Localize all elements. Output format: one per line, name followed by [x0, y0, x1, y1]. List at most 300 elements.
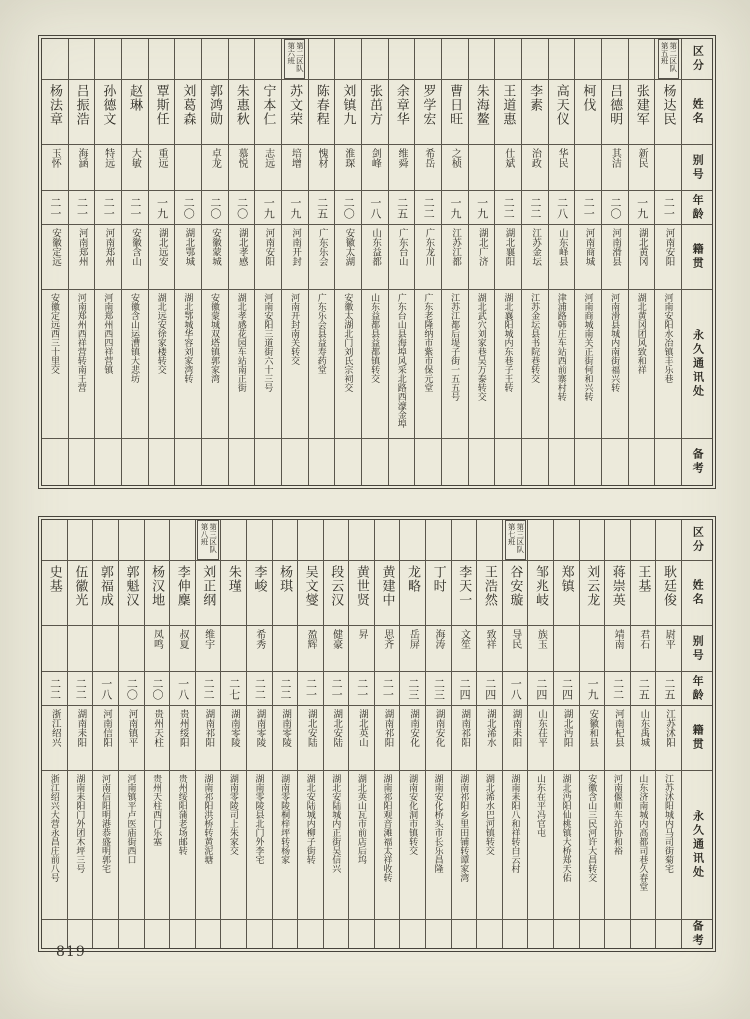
row-header-age	[682, 672, 712, 706]
native-place-cell	[282, 225, 308, 290]
remarks-cell	[93, 920, 118, 948]
division-cell	[335, 39, 361, 80]
native-place-cell	[119, 706, 144, 771]
native-place-cell	[656, 706, 681, 771]
alias-cell	[42, 626, 67, 672]
native-place-cell-text: 湖南祁阳	[382, 709, 394, 747]
address-cell-text: 湖南祁阳观音滩福太祥收转	[382, 774, 393, 882]
address-cell-text: 江苏金坛县书院巷转交	[530, 293, 541, 383]
alias-cell-text: 致祥	[484, 629, 496, 649]
name-cell	[602, 80, 628, 145]
address-cell	[631, 771, 656, 920]
alias-cell-text: 愧材	[316, 148, 328, 168]
division-cell	[629, 39, 655, 80]
age-cell-text: 一九	[448, 196, 461, 219]
native-place-cell	[415, 225, 441, 290]
native-place-cell-text: 山东峄县	[556, 228, 568, 266]
address-cell-text: 湖北安陆城内柳子街转	[305, 774, 316, 864]
native-place-cell-text: 山东茌平	[536, 709, 548, 747]
name-cell-text: 郭魁汉	[124, 565, 140, 607]
person-column	[144, 520, 170, 948]
person-column	[68, 39, 95, 485]
age-cell	[602, 191, 628, 225]
age-cell-text: 二二	[422, 196, 435, 219]
alias-cell	[324, 626, 349, 672]
address-cell-text: 湖南零陵桐梓坪转杨家	[280, 774, 291, 864]
row-header-alias-text: 别号	[691, 153, 704, 182]
address-cell-text: 湖南祁阳乡里田铺转谭家湾	[459, 774, 470, 882]
age-cell-text: 二〇	[235, 196, 248, 219]
division-cell	[415, 39, 441, 80]
alias-cell-text: 君石	[637, 629, 649, 649]
division-cell	[255, 39, 281, 80]
address-cell	[549, 290, 575, 439]
name-cell	[221, 561, 246, 626]
alias-cell	[362, 145, 388, 191]
person-column	[254, 39, 281, 485]
name-cell	[324, 561, 349, 626]
upper-roster-table	[41, 38, 713, 486]
person-column	[655, 520, 681, 948]
alias-cell	[549, 145, 575, 191]
age-cell-text: 二二	[74, 677, 87, 700]
person-column	[92, 520, 118, 948]
name-cell	[631, 561, 656, 626]
age-cell	[42, 672, 67, 706]
division-cell	[122, 39, 148, 80]
age-cell-text: 二四	[483, 677, 496, 700]
native-place-cell	[42, 225, 68, 290]
division-cell	[196, 520, 221, 561]
address-cell-text: 湖南安化桥头市长乐昌隆	[433, 774, 444, 873]
division-cell	[119, 520, 144, 561]
native-place-cell-text: 安徽太湖	[343, 228, 355, 266]
address-cell-text: 河南滑县城内南街福兴转	[610, 293, 621, 392]
address-cell	[335, 290, 361, 439]
age-cell	[42, 191, 68, 225]
row-header-name	[682, 80, 712, 145]
division-cell	[452, 520, 477, 561]
division-cell-text: 第二区队第五班	[658, 39, 679, 79]
age-cell-text: 二〇	[208, 196, 221, 219]
address-cell-text: 河南开封南关转交	[290, 293, 301, 365]
name-cell-text: 郭鸿勋	[208, 84, 224, 126]
alias-cell-text: 淮琛	[342, 148, 354, 168]
row-header-division-text: 区分	[691, 526, 704, 554]
native-place-cell	[580, 706, 605, 771]
alias-cell-text: 重远	[155, 148, 167, 168]
alias-cell	[495, 145, 521, 191]
alias-cell-text: 靖南	[612, 629, 624, 649]
native-place-cell	[554, 706, 579, 771]
name-cell	[656, 561, 681, 626]
address-cell	[469, 290, 495, 439]
native-place-cell	[324, 706, 349, 771]
address-cell-text: 广东乐会县益寿药堂	[316, 293, 327, 374]
person-column	[548, 39, 575, 485]
native-place-cell-text: 湖南安化	[408, 709, 420, 747]
native-place-cell	[298, 706, 323, 771]
native-place-cell-text: 广东龙川	[423, 228, 435, 266]
age-cell	[247, 672, 272, 706]
age-cell-text: 一九	[155, 196, 168, 219]
person-column	[574, 39, 601, 485]
alias-cell	[95, 145, 121, 191]
age-cell-text: 二二	[48, 677, 61, 700]
remarks-cell	[229, 439, 255, 485]
alias-cell	[629, 145, 655, 191]
address-cell-text: 湖北孝感花园车站南正街	[236, 293, 247, 392]
name-cell-text: 李伸麇	[175, 565, 191, 607]
address-cell	[503, 771, 528, 920]
name-cell	[170, 561, 195, 626]
alias-cell-text: 叔夏	[177, 629, 189, 649]
age-cell	[362, 191, 388, 225]
remarks-cell	[175, 439, 201, 485]
address-cell	[69, 290, 95, 439]
name-cell	[335, 80, 361, 145]
division-cell	[309, 39, 335, 80]
person-column	[361, 39, 388, 485]
age-cell	[229, 191, 255, 225]
division-cell	[69, 39, 95, 80]
address-cell	[362, 290, 388, 439]
address-cell-text: 湖北鄂城华容刘家湾转	[183, 293, 194, 383]
native-place-cell-text: 湖南零陵	[228, 709, 240, 747]
age-cell	[175, 191, 201, 225]
age-cell	[528, 672, 553, 706]
division-cell	[495, 39, 521, 80]
name-cell	[229, 80, 255, 145]
native-place-cell	[629, 225, 655, 290]
age-cell-text: 二五	[662, 677, 675, 700]
person-column	[553, 520, 579, 948]
row-header-alias-text: 别号	[691, 634, 704, 663]
name-cell	[175, 80, 201, 145]
age-cell	[656, 672, 681, 706]
name-cell	[503, 561, 528, 626]
alias-cell-text: 玉怀	[49, 148, 61, 168]
address-cell	[655, 290, 681, 439]
native-place-cell-text: 湖北安陆	[305, 709, 317, 747]
address-cell-text: 河南镇平卢医庙街西口	[126, 774, 137, 864]
alias-cell	[469, 145, 495, 191]
age-cell-text: 二五	[315, 196, 328, 219]
division-cell	[655, 39, 681, 80]
person-column	[169, 520, 195, 948]
age-cell-text: 二〇	[150, 677, 163, 700]
name-cell-text: 孙德文	[101, 84, 117, 126]
address-cell	[145, 771, 170, 920]
division-cell	[95, 39, 121, 80]
person-column	[94, 39, 121, 485]
alias-cell	[335, 145, 361, 191]
division-cell	[631, 520, 656, 561]
division-cell	[469, 39, 495, 80]
age-cell	[93, 672, 118, 706]
native-place-cell	[247, 706, 272, 771]
address-cell	[400, 771, 425, 920]
native-place-cell	[477, 706, 502, 771]
alias-cell	[426, 626, 451, 672]
name-cell	[93, 561, 118, 626]
native-place-cell	[221, 706, 246, 771]
age-cell	[221, 672, 246, 706]
remarks-cell	[42, 439, 68, 485]
native-place-cell-text: 河南滑县	[610, 228, 622, 266]
name-cell	[554, 561, 579, 626]
name-cell-text: 张建军	[634, 84, 650, 126]
name-cell-text: 李峻	[252, 565, 268, 593]
address-cell	[375, 771, 400, 920]
name-cell-text: 刘云龙	[585, 565, 601, 607]
address-cell	[42, 771, 67, 920]
alias-cell	[602, 145, 628, 191]
age-cell	[145, 672, 170, 706]
name-cell	[145, 561, 170, 626]
row-header-division	[682, 39, 712, 80]
person-column	[297, 520, 323, 948]
native-place-cell-text: 河南开封	[290, 228, 302, 266]
name-cell	[42, 561, 67, 626]
remarks-cell	[477, 920, 502, 948]
native-place-cell-text: 河南杞县	[612, 709, 624, 747]
division-cell	[575, 39, 601, 80]
native-place-cell	[335, 225, 361, 290]
native-place-cell	[631, 706, 656, 771]
address-cell	[119, 771, 144, 920]
name-cell-text: 曹日旺	[448, 84, 464, 126]
age-cell-text: 二七	[227, 677, 240, 700]
name-cell-text: 吴文燮	[303, 565, 319, 607]
page-number: 819	[56, 944, 86, 960]
address-cell-text: 湖北安陆城内正街吴信兴	[331, 774, 342, 873]
native-place-cell	[528, 706, 553, 771]
name-cell	[202, 80, 228, 145]
address-cell-text: 安徽太湖北门刘氏宗祠交	[343, 293, 354, 392]
address-cell	[656, 771, 681, 920]
row-header-remarks-text: 备考	[691, 920, 704, 948]
alias-cell	[522, 145, 548, 191]
remarks-cell	[415, 439, 441, 485]
age-cell	[655, 191, 681, 225]
age-cell-text: 一九	[635, 196, 648, 219]
address-cell-text: 贵州绥阳蒲老场邮转	[177, 774, 188, 855]
address-cell	[477, 771, 502, 920]
alias-cell	[196, 626, 221, 672]
native-place-cell-text: 湖北鄂城	[183, 228, 195, 266]
native-place-cell	[495, 225, 521, 290]
age-cell-text: 二一	[330, 677, 343, 700]
name-cell-text: 黄建中	[380, 565, 396, 607]
name-cell	[255, 80, 281, 145]
age-cell-text: 二五	[637, 677, 650, 700]
alias-cell	[415, 145, 441, 191]
address-cell	[273, 771, 298, 920]
age-cell-text: 二三	[406, 677, 419, 700]
address-cell-text: 湖南零陵县北门外李宅	[254, 774, 265, 864]
person-column	[334, 39, 361, 485]
address-cell	[247, 771, 272, 920]
alias-cell	[400, 626, 425, 672]
native-place-cell-text: 湖北沔阳	[561, 709, 573, 747]
name-cell-text: 王浩然	[482, 565, 498, 607]
remarks-cell	[605, 920, 630, 948]
alias-cell	[68, 626, 93, 672]
alias-cell	[229, 145, 255, 191]
name-cell-text: 柯伐	[581, 84, 597, 112]
name-cell-text: 朱瑾	[226, 565, 242, 593]
division-cell	[324, 520, 349, 561]
native-place-cell	[69, 225, 95, 290]
age-cell-text: 二三	[432, 677, 445, 700]
native-place-cell	[605, 706, 630, 771]
age-cell-text: 二〇	[342, 196, 355, 219]
age-cell	[522, 191, 548, 225]
division-cell	[221, 520, 246, 561]
native-place-cell	[375, 706, 400, 771]
remarks-cell	[324, 920, 349, 948]
native-place-cell-text: 湖北广济	[476, 228, 488, 266]
name-cell-text: 苏文荣	[288, 84, 304, 126]
alias-cell	[42, 145, 68, 191]
name-cell	[349, 561, 374, 626]
alias-cell-text: 思齐	[381, 629, 393, 649]
remarks-cell	[273, 920, 298, 948]
age-cell	[202, 191, 228, 225]
remarks-cell	[349, 920, 374, 948]
name-cell-text: 杨汉地	[150, 565, 166, 607]
alias-cell	[554, 626, 579, 672]
address-cell	[575, 290, 601, 439]
address-cell	[229, 290, 255, 439]
alias-cell	[145, 626, 170, 672]
address-cell	[349, 771, 374, 920]
native-place-cell	[503, 706, 528, 771]
name-cell	[580, 561, 605, 626]
native-place-cell-text: 安徽和县	[587, 709, 599, 747]
native-place-cell	[522, 225, 548, 290]
address-cell-text: 湖北襄阳城内东巷子王转	[503, 293, 514, 392]
person-column	[374, 520, 400, 948]
person-column	[388, 39, 415, 485]
address-cell-text: 河南偃师车站协和裕	[612, 774, 623, 855]
name-cell-text: 陈春程	[314, 84, 330, 126]
division-cell	[68, 520, 93, 561]
age-cell	[442, 191, 468, 225]
division-cell	[170, 520, 195, 561]
name-cell	[68, 561, 93, 626]
age-cell-text: 一八	[99, 677, 112, 700]
age-cell	[149, 191, 175, 225]
remarks-cell	[375, 920, 400, 948]
age-cell	[95, 191, 121, 225]
name-cell	[495, 80, 521, 145]
name-cell	[375, 561, 400, 626]
address-cell	[170, 771, 195, 920]
remarks-cell	[442, 439, 468, 485]
division-cell	[528, 520, 553, 561]
address-cell-text: 湖南耒阳八和祥转白云村	[510, 774, 521, 873]
remarks-cell	[549, 439, 575, 485]
native-place-cell-text: 贵州绥阳	[177, 709, 189, 747]
row-header-native-place	[682, 225, 712, 290]
native-place-cell-text: 广东台山	[396, 228, 408, 266]
name-cell-text: 王道惠	[501, 84, 517, 126]
name-cell	[69, 80, 95, 145]
alias-cell-text: 大敏	[129, 148, 141, 168]
address-cell	[149, 290, 175, 439]
row-header-native-place	[682, 706, 712, 771]
address-cell	[95, 290, 121, 439]
person-column	[148, 39, 175, 485]
age-cell	[324, 672, 349, 706]
division-cell	[442, 39, 468, 80]
name-cell	[477, 561, 502, 626]
person-column	[579, 520, 605, 948]
remarks-cell	[656, 920, 681, 948]
alias-cell-text: 希秀	[253, 629, 265, 649]
age-cell-text: 二一	[304, 677, 317, 700]
native-place-cell	[469, 225, 495, 290]
age-cell	[426, 672, 451, 706]
name-cell	[549, 80, 575, 145]
remarks-cell	[528, 920, 553, 948]
division-cell	[202, 39, 228, 80]
native-place-cell-text: 湖北黄冈	[636, 228, 648, 266]
division-cell	[605, 520, 630, 561]
age-cell	[309, 191, 335, 225]
native-place-cell-text: 河南安阳	[663, 228, 675, 266]
address-cell-text: 山东在平冯官屯	[536, 774, 547, 837]
native-place-cell-text: 湖南安化	[433, 709, 445, 747]
age-cell-text: 二四	[458, 677, 471, 700]
age-cell	[580, 672, 605, 706]
address-cell-text: 安徽蒙城双塔镇郭家湾	[210, 293, 221, 383]
alias-cell-text: 仕斌	[502, 148, 514, 168]
alias-cell	[575, 145, 601, 191]
alias-cell-text: 海涛	[432, 629, 444, 649]
person-column	[630, 520, 656, 948]
age-cell-text: 二四	[534, 677, 547, 700]
native-place-cell-text: 江苏江都	[450, 228, 462, 266]
alias-cell	[605, 626, 630, 672]
row-header-name-text: 姓名	[691, 98, 704, 126]
age-cell-text: 二一	[355, 677, 368, 700]
division-cell	[389, 39, 415, 80]
name-cell	[149, 80, 175, 145]
address-cell	[93, 771, 118, 920]
address-cell-text: 湖南零陵司上朱家交	[228, 774, 239, 855]
age-cell-text: 二〇	[182, 196, 195, 219]
remarks-cell	[452, 920, 477, 948]
age-cell	[554, 672, 579, 706]
alias-cell	[149, 145, 175, 191]
remarks-cell	[122, 439, 148, 485]
native-place-cell-text: 湖北远安	[156, 228, 168, 266]
native-place-cell-text: 河南商城	[583, 228, 595, 266]
native-place-cell	[602, 225, 628, 290]
name-cell	[362, 80, 388, 145]
native-place-cell-text: 安徽蒙城	[210, 228, 222, 266]
address-cell	[415, 290, 441, 439]
division-cell	[400, 520, 425, 561]
age-cell-text: 二一	[48, 196, 61, 219]
name-cell	[575, 80, 601, 145]
division-cell	[602, 39, 628, 80]
native-place-cell	[42, 706, 67, 771]
age-cell-text: 二一	[102, 196, 115, 219]
